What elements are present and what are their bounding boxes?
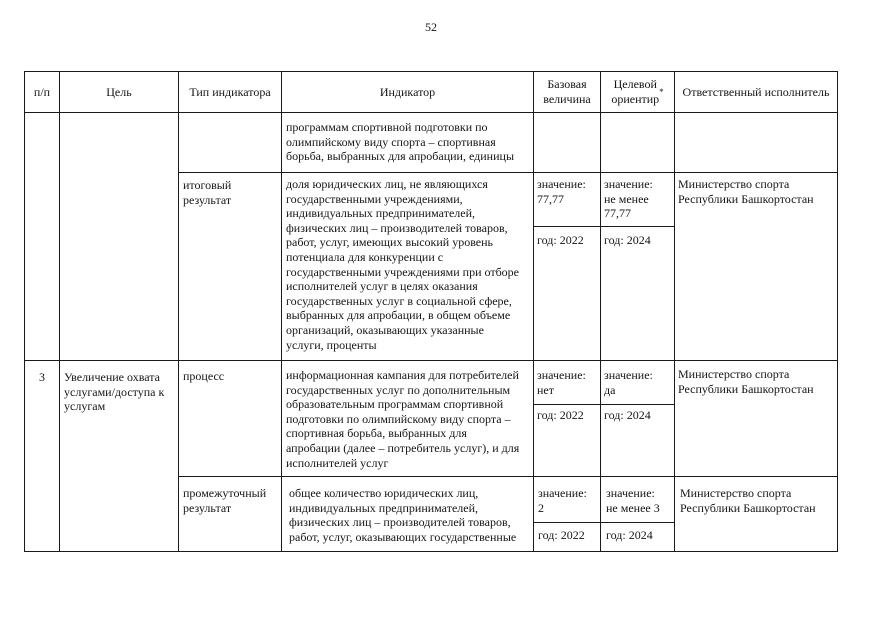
process-responsible: Министерство спорта Республики Башкортостан: [678, 367, 814, 396]
final-responsible: Министерство спорта Республики Башкортостан: [678, 177, 814, 206]
intermediate-base-year: год: 2022: [538, 528, 585, 542]
intermediate-type: промежуточный результат: [183, 486, 267, 515]
row3-goal: Увеличение охвата услугами/доступа к услугам: [64, 370, 165, 414]
header-target: Целевой ориентир *: [611, 77, 664, 106]
cont-indicator: программам спортивной подготовки по олимпийскому виду спорта – спортивная борьба, выбранных для апробации, единицы: [286, 120, 514, 164]
intermediate-target-year: год: 2024: [606, 528, 653, 542]
header-num: п/п: [33, 84, 51, 99]
process-indicator: информационная кампания для потребителей государственных услуг по дополнительным образовательным программам спортивной подготовки по олимпийскому виду спорта – спортивная борьба, выбранных для апробации (далее – потребитель услуг), и для исполнителей услуг: [286, 368, 520, 470]
header-base: Базовая величина: [543, 77, 591, 106]
process-type: процесс: [183, 369, 225, 383]
page-number: 52: [425, 20, 437, 34]
header-type: Тип индикатора: [189, 84, 271, 99]
process-base-year: год: 2022: [537, 408, 584, 422]
final-target-year: год: 2024: [604, 233, 651, 247]
target-footnote-mark: *: [659, 86, 664, 97]
final-type: итоговый результат: [183, 178, 232, 207]
row3-number: 3: [39, 370, 45, 384]
final-target-value: значение: не менее 77,77: [604, 177, 653, 221]
header-indicator: Индикатор: [379, 84, 436, 99]
intermediate-indicator: общее количество юридических лиц, индивидуальных предпринимателей, физических лиц – производителей товаров, работ, услуг, оказывающих государственные: [289, 486, 517, 544]
header-responsible: Ответственный исполнитель: [682, 84, 830, 99]
process-target-year: год: 2024: [604, 408, 651, 422]
final-indicator: доля юридических лиц, не являющихся государственными учреждениями, индивидуальных предпринимателей, физических лиц – производителей товаров, работ, услуг, имеющих высокий уровень потенциала для конкуренции с государственными учреждениями при отборе исполнителей услуг в целях оказания государственных услуг в социальной сфере, выбранных для апробации, в общем объеме организаций, оказывающих указанные услуги, проценты: [286, 177, 520, 352]
final-base-year: год: 2022: [537, 233, 584, 247]
header-goal: Цель: [106, 84, 132, 99]
process-base-value: значение: нет: [537, 368, 586, 397]
final-base-value: значение: 77,77: [537, 177, 586, 206]
process-target-value: значение: да: [604, 368, 653, 397]
intermediate-target-value: значение: не менее 3: [606, 486, 660, 515]
intermediate-base-value: значение: 2: [538, 486, 587, 515]
intermediate-responsible: Министерство спорта Республики Башкортостан: [680, 486, 816, 515]
